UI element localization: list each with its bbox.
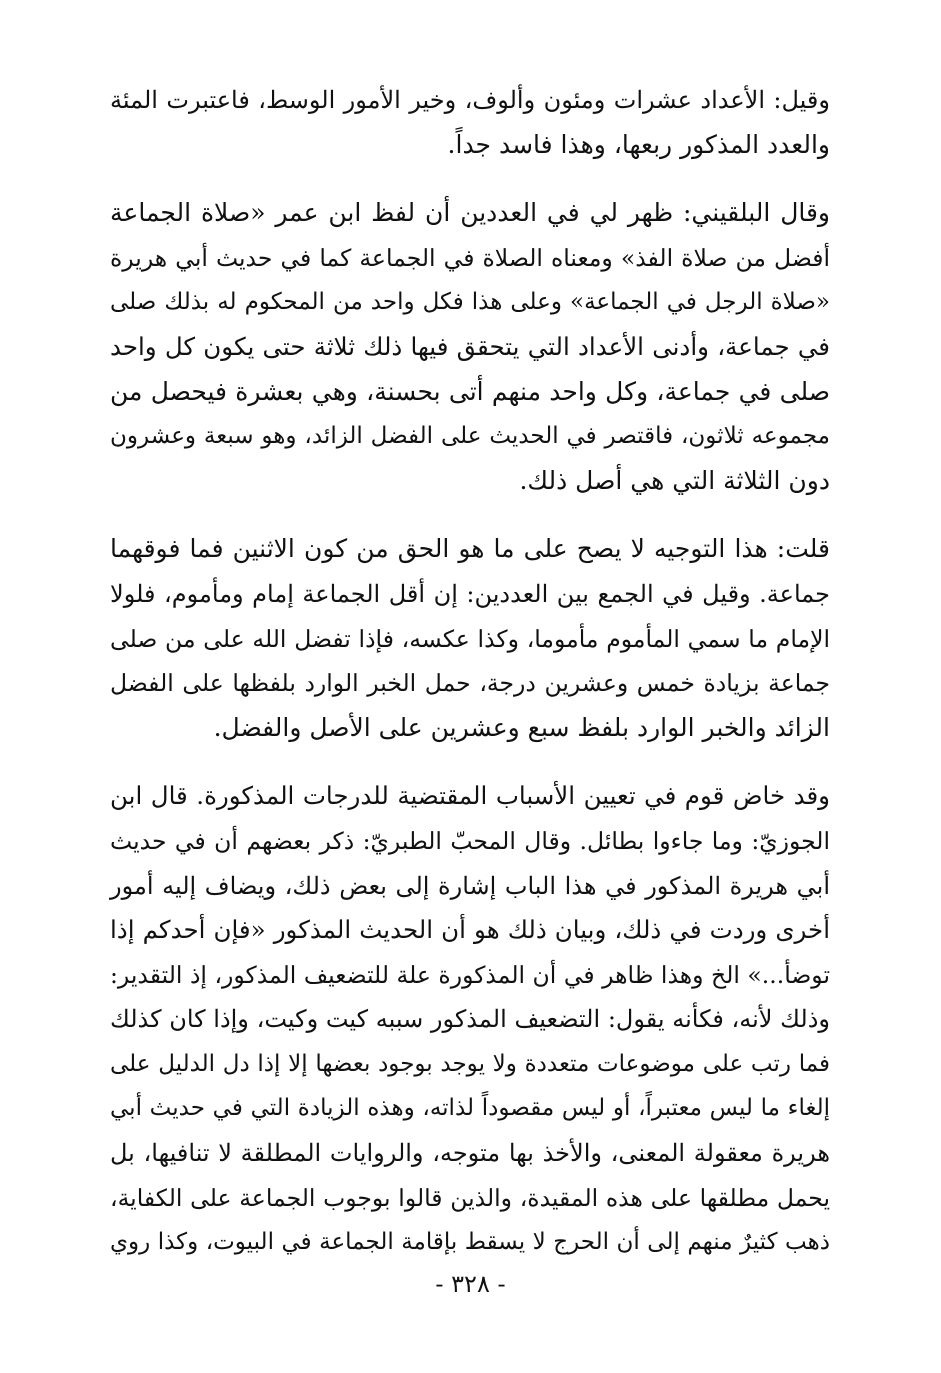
text-line: في جماعة، وأدنى الأعداد التي يتحقق فيها ذلك ثلاثة حتى يكون كل واحد — [110, 331, 830, 361]
text-line: صلى في جماعة، وكل واحد منهم أتى بحسنة، وهي بعشرة فيحصل من — [110, 376, 830, 406]
text-line: هريرة معقولة المعنى، والأخذ بها متوجه، والروايات المطلقة لا تنافيها، بل — [110, 1139, 831, 1168]
text-line: الجوزيّ: وما جاءوا بطائل. وقال المحبّ الطبريّ: ذكر بعضهم أن في حديث — [110, 826, 830, 855]
text-line: توضأ...» الخ وهذا ظاهر في أن المذكورة علة للتضعيف المذكور، إذ التقدير: — [110, 960, 830, 989]
page-body — [110, 78, 830, 1289]
paragraph-4 — [110, 774, 830, 1265]
text-line: مجموعه ثلاثون، فاقتصر في الحديث على الفضل الزائد، وهو سبعة وعشرون — [110, 423, 830, 450]
page-number: - ٣٢٨ - — [435, 1270, 506, 1298]
text-line: إلغاء ما ليس معتبراً، أو ليس مقصوداً لذاته، وهذه الزيادة التي في حديث أبي — [110, 1095, 830, 1122]
text-line: الإمام ما سمي المأموم مأموما، وكذا عكسه، فإذا تفضل الله على من صلى — [110, 624, 830, 653]
paragraph-2 — [110, 191, 830, 503]
text-line: فما رتب على موضوعات متعددة ولا يوجد بوجود بعضها إلا إذا دل الدليل على — [110, 1050, 830, 1077]
text-line: وذلك لأنه، فكأنه يقول: التضعيف المذكور سببه كيت وكيت، وإذا كان كذلك — [110, 1005, 830, 1034]
text-line: ذهب كثيرٌ منهم إلى أن الحرج لا يسقط بإقامة الجماعة في البيوت، وكذا روي — [110, 1229, 830, 1256]
text-line: «صلاة الرجل في الجماعة» وعلى هذا فكل واحد من المحكوم له بذلك صلى — [110, 289, 830, 316]
text-line: وقيل: الأعداد عشرات ومئون وألوف، وخير الأمور الوسط، فاعتبرت المئة — [110, 86, 830, 114]
text-line: دون الثلاثة التي هي أصل ذلك. — [519, 465, 830, 495]
text-line: أبي هريرة المذكور في هذا الباب إشارة إلى بعض ذلك، ويضاف إليه أمور — [110, 871, 830, 900]
text-line: وقد خاض قوم في تعيين الأسباب المقتضية للدرجات المذكورة. قال ابن — [110, 781, 830, 811]
text-line: والعدد المذكور ربعها، وهذا فاسد جداً. — [447, 129, 830, 159]
text-line: أخرى وردت في ذلك، وبيان ذلك هو أن الحديث المذكور «فإن أحدكم إذا — [110, 915, 830, 945]
text-line: أفضل من صلاة الفذ» ومعناه الصلاة في الجماعة كما في حديث أبي هريرة — [110, 243, 830, 272]
text-line: قلت: هذا التوجيه لا يصح على ما هو الحق من كون الاثنين فما فوقهما — [110, 534, 830, 564]
text-line: جماعة بزيادة خمس وعشرين درجة، حمل الخبر الوارد بلفظها على الفضل — [110, 669, 830, 698]
text-line: جماعة. وقيل في الجمع بين العددين: إن أقل الجماعة إمام ومأموم، فلولا — [110, 579, 830, 608]
text-line: يحمل مطلقها على هذه المقيدة، والذين قالوا بوجوب الجماعة على الكفاية، — [110, 1183, 830, 1212]
paragraph-1 — [110, 78, 830, 167]
text-line: وقال البلقيني: ظهر لي في العددين أن لفظ ابن عمر «صلاة الجماعة — [110, 198, 830, 228]
text-line: الزائد والخبر الوارد بلفظ سبع وعشرين على الأصل والفضل. — [213, 712, 830, 742]
paragraph-3 — [110, 527, 830, 750]
